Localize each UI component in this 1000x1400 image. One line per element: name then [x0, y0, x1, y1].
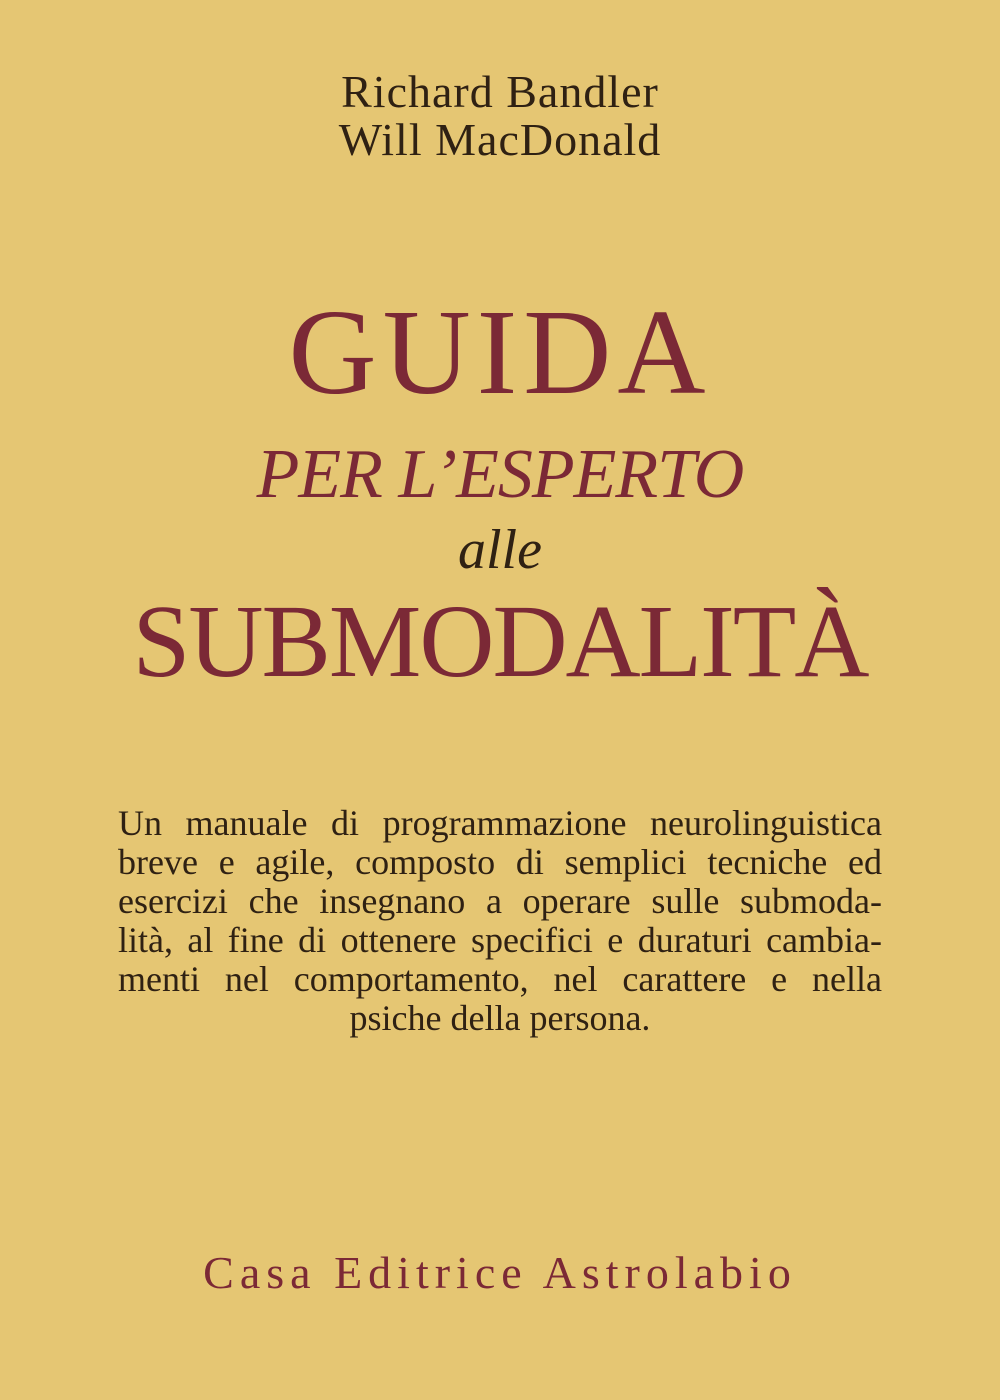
- title-line-guida: GUIDA: [288, 285, 712, 420]
- title-line-alle: alle: [458, 519, 542, 581]
- blurb-line: lità, al fine di ottenere specifici e duraturi cambia-: [118, 920, 882, 960]
- back-cover-blurb: [118, 804, 882, 1038]
- title-line-per-lesperto: PER L’ESPERTO: [256, 436, 744, 513]
- blurb-line: Un manuale di programmazione neurolinguistica: [118, 803, 882, 843]
- author-name-1: Richard Bandler: [341, 66, 659, 117]
- author-block: [0, 0, 1000, 164]
- title-line-submodalita: SUBMODALITÀ: [132, 584, 868, 699]
- author-name-2: Will MacDonald: [338, 114, 662, 165]
- blurb-line: breve e agile, composto di semplici tecniche ed: [118, 842, 882, 882]
- blurb-line: menti nel comportamento, nel carattere e nella: [118, 959, 882, 999]
- blurb-line: esercizi che insegnano a operare sulle submoda-: [118, 881, 882, 921]
- blurb-line: psiche della persona.: [349, 998, 651, 1038]
- publisher-imprint: Casa Editrice Astrolabio: [203, 1247, 797, 1298]
